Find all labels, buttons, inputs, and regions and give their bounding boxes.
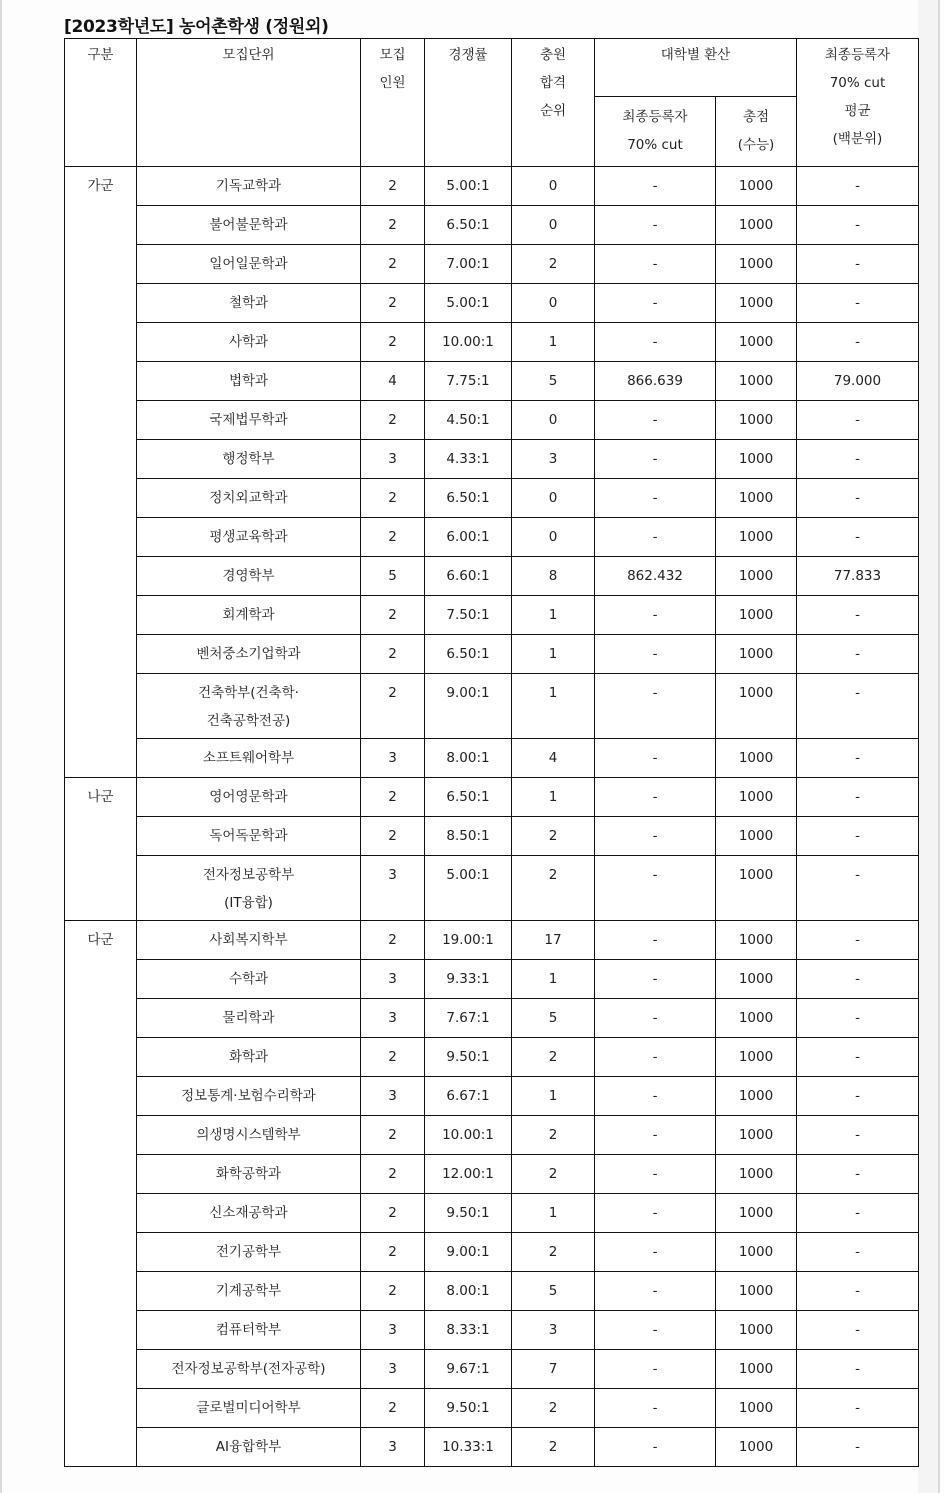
- quota-cell: 2: [361, 674, 425, 739]
- table-body: [65, 167, 919, 1467]
- table-row: [65, 674, 919, 739]
- header-group: 구분: [65, 39, 137, 167]
- rank-cell: 2: [512, 1233, 595, 1272]
- final-cut-cell: -: [595, 440, 716, 479]
- competition-cell: 9.67:1: [425, 1350, 512, 1389]
- quota-cell: 4: [361, 362, 425, 401]
- table-row: [65, 1428, 919, 1467]
- table-row: [65, 778, 919, 817]
- final-cut-cell: -: [595, 479, 716, 518]
- percentile-cell: -: [797, 284, 919, 323]
- competition-cell: 8.50:1: [425, 817, 512, 856]
- percentile-cell: -: [797, 856, 919, 921]
- rank-cell: 4: [512, 739, 595, 778]
- quota-cell: 3: [361, 739, 425, 778]
- unit-name: 화학과: [137, 1038, 361, 1077]
- final-cut-cell: -: [595, 1233, 716, 1272]
- percentile-cell: -: [797, 440, 919, 479]
- rank-cell: 3: [512, 440, 595, 479]
- header-rank: 충원 합격 순위: [512, 39, 595, 167]
- unit-name: 평생교육학과: [137, 518, 361, 557]
- table-row: [65, 1038, 919, 1077]
- table-row: [65, 1350, 919, 1389]
- rank-cell: 5: [512, 999, 595, 1038]
- final-cut-cell: -: [595, 1311, 716, 1350]
- header-competition: 경쟁률: [425, 39, 512, 167]
- rank-cell: 1: [512, 596, 595, 635]
- table-row: [65, 1272, 919, 1311]
- rank-cell: 0: [512, 401, 595, 440]
- table-row: [65, 739, 919, 778]
- total-score-cell: 1000: [716, 778, 797, 817]
- final-cut-cell: -: [595, 635, 716, 674]
- unit-name: 소프트웨어학부: [137, 739, 361, 778]
- quota-cell: 3: [361, 440, 425, 479]
- table-row: [65, 440, 919, 479]
- rank-cell: 2: [512, 1116, 595, 1155]
- total-score-cell: 1000: [716, 674, 797, 739]
- table-row: [65, 479, 919, 518]
- unit-name: 정치외교학과: [137, 479, 361, 518]
- total-score-cell: 1000: [716, 596, 797, 635]
- table-row: [65, 596, 919, 635]
- competition-cell: 6.50:1: [425, 206, 512, 245]
- total-score-cell: 1000: [716, 557, 797, 596]
- competition-cell: 7.67:1: [425, 999, 512, 1038]
- unit-name: 일어일문학과: [137, 245, 361, 284]
- percentile-cell: -: [797, 778, 919, 817]
- table-row: [65, 362, 919, 401]
- final-cut-cell: -: [595, 284, 716, 323]
- table-row: [65, 856, 919, 921]
- total-score-cell: 1000: [716, 921, 797, 960]
- quota-cell: 2: [361, 323, 425, 362]
- competition-cell: 4.50:1: [425, 401, 512, 440]
- percentile-cell: -: [797, 921, 919, 960]
- percentile-cell: 77.833: [797, 557, 919, 596]
- final-cut-cell: -: [595, 1038, 716, 1077]
- rank-cell: 5: [512, 1272, 595, 1311]
- competition-cell: 9.33:1: [425, 960, 512, 999]
- table-row: [65, 817, 919, 856]
- rank-cell: 7: [512, 1350, 595, 1389]
- table-row: [65, 323, 919, 362]
- unit-name: 벤처중소기업학과: [137, 635, 361, 674]
- total-score-cell: 1000: [716, 245, 797, 284]
- unit-name: 회계학과: [137, 596, 361, 635]
- table-row: [65, 245, 919, 284]
- competition-cell: 9.00:1: [425, 1233, 512, 1272]
- final-cut-cell: -: [595, 778, 716, 817]
- final-cut-cell: -: [595, 1116, 716, 1155]
- competition-cell: 7.50:1: [425, 596, 512, 635]
- table-row: [65, 401, 919, 440]
- quota-cell: 3: [361, 1077, 425, 1116]
- rank-cell: 1: [512, 635, 595, 674]
- quota-cell: 2: [361, 1038, 425, 1077]
- page-right-border: [938, 0, 940, 1493]
- rank-cell: 17: [512, 921, 595, 960]
- percentile-cell: -: [797, 960, 919, 999]
- quota-cell: 2: [361, 817, 425, 856]
- rank-cell: 2: [512, 856, 595, 921]
- final-cut-cell: -: [595, 674, 716, 739]
- total-score-cell: 1000: [716, 1428, 797, 1467]
- final-cut-cell: -: [595, 739, 716, 778]
- rank-cell: 3: [512, 1311, 595, 1350]
- quota-cell: 3: [361, 856, 425, 921]
- quota-cell: 2: [361, 245, 425, 284]
- unit-name: 독어독문학과: [137, 817, 361, 856]
- total-score-cell: 1000: [716, 284, 797, 323]
- quota-cell: 2: [361, 635, 425, 674]
- percentile-cell: -: [797, 518, 919, 557]
- final-cut-cell: 866.639: [595, 362, 716, 401]
- quota-cell: 2: [361, 1116, 425, 1155]
- total-score-cell: 1000: [716, 635, 797, 674]
- competition-cell: 10.33:1: [425, 1428, 512, 1467]
- page-left-border: [0, 0, 2, 1493]
- table-row: [65, 167, 919, 206]
- page-right-gutter: [918, 0, 938, 1493]
- competition-cell: 5.00:1: [425, 284, 512, 323]
- unit-name: AI융합학부: [137, 1428, 361, 1467]
- competition-cell: 19.00:1: [425, 921, 512, 960]
- quota-cell: 3: [361, 1311, 425, 1350]
- total-score-cell: 1000: [716, 1389, 797, 1428]
- final-cut-cell: -: [595, 518, 716, 557]
- quota-cell: 2: [361, 1155, 425, 1194]
- competition-cell: 7.75:1: [425, 362, 512, 401]
- percentile-cell: -: [797, 167, 919, 206]
- table-row: [65, 960, 919, 999]
- total-score-cell: 1000: [716, 1116, 797, 1155]
- rank-cell: 2: [512, 1389, 595, 1428]
- total-score-cell: 1000: [716, 479, 797, 518]
- rank-cell: 1: [512, 323, 595, 362]
- competition-cell: 6.67:1: [425, 1077, 512, 1116]
- table-row: [65, 1389, 919, 1428]
- percentile-cell: -: [797, 1272, 919, 1311]
- percentile-cell: -: [797, 817, 919, 856]
- percentile-cell: -: [797, 999, 919, 1038]
- total-score-cell: 1000: [716, 167, 797, 206]
- quota-cell: 2: [361, 479, 425, 518]
- quota-cell: 3: [361, 1350, 425, 1389]
- quota-cell: 2: [361, 167, 425, 206]
- total-score-cell: 1000: [716, 518, 797, 557]
- unit-name: 정보통계·보험수리학과: [137, 1077, 361, 1116]
- table-header: [65, 39, 919, 167]
- percentile-cell: -: [797, 1077, 919, 1116]
- unit-name: 컴퓨터학부: [137, 1311, 361, 1350]
- quota-cell: 2: [361, 1272, 425, 1311]
- table-row: [65, 921, 919, 960]
- percentile-cell: -: [797, 1233, 919, 1272]
- rank-cell: 1: [512, 1194, 595, 1233]
- quota-cell: 3: [361, 960, 425, 999]
- total-score-cell: 1000: [716, 999, 797, 1038]
- final-cut-cell: -: [595, 1077, 716, 1116]
- total-score-cell: 1000: [716, 323, 797, 362]
- competition-cell: 9.50:1: [425, 1194, 512, 1233]
- total-score-cell: 1000: [716, 1038, 797, 1077]
- competition-cell: 8.00:1: [425, 1272, 512, 1311]
- rank-cell: 1: [512, 1077, 595, 1116]
- rank-cell: 0: [512, 206, 595, 245]
- rank-cell: 1: [512, 778, 595, 817]
- final-cut-cell: -: [595, 245, 716, 284]
- unit-name: 전기공학부: [137, 1233, 361, 1272]
- total-score-cell: 1000: [716, 1155, 797, 1194]
- percentile-cell: -: [797, 1350, 919, 1389]
- unit-name: 전자정보공학부 (IT융합): [137, 856, 361, 921]
- percentile-cell: 79.000: [797, 362, 919, 401]
- unit-name: 국제법무학과: [137, 401, 361, 440]
- quota-cell: 3: [361, 1428, 425, 1467]
- competition-cell: 6.50:1: [425, 635, 512, 674]
- final-cut-cell: -: [595, 1428, 716, 1467]
- table-row: [65, 1155, 919, 1194]
- final-cut-cell: -: [595, 1272, 716, 1311]
- quota-cell: 2: [361, 921, 425, 960]
- percentile-cell: -: [797, 1311, 919, 1350]
- quota-cell: 2: [361, 778, 425, 817]
- total-score-cell: 1000: [716, 1194, 797, 1233]
- table-row: [65, 1233, 919, 1272]
- percentile-cell: -: [797, 739, 919, 778]
- competition-cell: 7.00:1: [425, 245, 512, 284]
- rank-cell: 0: [512, 518, 595, 557]
- competition-cell: 9.00:1: [425, 674, 512, 739]
- table-row: [65, 518, 919, 557]
- final-cut-cell: -: [595, 960, 716, 999]
- unit-name: 철학과: [137, 284, 361, 323]
- header-unit: 모집단위: [137, 39, 361, 167]
- table-row: [65, 1311, 919, 1350]
- competition-cell: 12.00:1: [425, 1155, 512, 1194]
- competition-cell: 10.00:1: [425, 1116, 512, 1155]
- unit-name: 신소재공학과: [137, 1194, 361, 1233]
- unit-name: 영어영문학과: [137, 778, 361, 817]
- table-row: [65, 557, 919, 596]
- total-score-cell: 1000: [716, 1311, 797, 1350]
- quota-cell: 2: [361, 284, 425, 323]
- competition-cell: 5.00:1: [425, 856, 512, 921]
- percentile-cell: -: [797, 674, 919, 739]
- admission-results-table: [64, 38, 919, 1467]
- final-cut-cell: -: [595, 596, 716, 635]
- total-score-cell: 1000: [716, 440, 797, 479]
- percentile-cell: -: [797, 206, 919, 245]
- unit-name: 화학공학과: [137, 1155, 361, 1194]
- total-score-cell: 1000: [716, 401, 797, 440]
- competition-cell: 4.33:1: [425, 440, 512, 479]
- percentile-cell: -: [797, 1389, 919, 1428]
- table-row: [65, 1194, 919, 1233]
- competition-cell: 9.50:1: [425, 1038, 512, 1077]
- percentile-cell: -: [797, 401, 919, 440]
- final-cut-cell: -: [595, 1389, 716, 1428]
- group-label: 나군: [65, 778, 137, 921]
- total-score-cell: 1000: [716, 1272, 797, 1311]
- unit-name: 글로벌미디어학부: [137, 1389, 361, 1428]
- header-univ-conversion: 대학별 환산: [595, 39, 797, 97]
- table-row: [65, 206, 919, 245]
- final-cut-cell: -: [595, 921, 716, 960]
- rank-cell: 8: [512, 557, 595, 596]
- total-score-cell: 1000: [716, 206, 797, 245]
- quota-cell: 2: [361, 401, 425, 440]
- unit-name: 사회복지학부: [137, 921, 361, 960]
- total-score-cell: 1000: [716, 739, 797, 778]
- final-cut-cell: -: [595, 856, 716, 921]
- competition-cell: 6.60:1: [425, 557, 512, 596]
- quota-cell: 2: [361, 518, 425, 557]
- competition-cell: 6.50:1: [425, 479, 512, 518]
- total-score-cell: 1000: [716, 362, 797, 401]
- quota-cell: 2: [361, 1194, 425, 1233]
- rank-cell: 2: [512, 817, 595, 856]
- quota-cell: 2: [361, 1233, 425, 1272]
- quota-cell: 3: [361, 999, 425, 1038]
- header-percentile-avg: 최종등록자 70% cut 평균 (백분위): [797, 39, 919, 167]
- competition-cell: 5.00:1: [425, 167, 512, 206]
- final-cut-cell: -: [595, 1194, 716, 1233]
- rank-cell: 2: [512, 1155, 595, 1194]
- unit-name: 건축학부(건축학· 건축공학전공): [137, 674, 361, 739]
- header-total-score: 총점 (수능): [716, 97, 797, 167]
- competition-cell: 6.50:1: [425, 778, 512, 817]
- total-score-cell: 1000: [716, 1077, 797, 1116]
- final-cut-cell: 862.432: [595, 557, 716, 596]
- final-cut-cell: -: [595, 323, 716, 362]
- percentile-cell: -: [797, 245, 919, 284]
- rank-cell: 2: [512, 1038, 595, 1077]
- percentile-cell: -: [797, 479, 919, 518]
- rank-cell: 2: [512, 245, 595, 284]
- competition-cell: 9.50:1: [425, 1389, 512, 1428]
- unit-name: 기계공학부: [137, 1272, 361, 1311]
- unit-name: 법학과: [137, 362, 361, 401]
- unit-name: 불어불문학과: [137, 206, 361, 245]
- competition-cell: 8.00:1: [425, 739, 512, 778]
- unit-name: 의생명시스템학부: [137, 1116, 361, 1155]
- final-cut-cell: -: [595, 401, 716, 440]
- header-quota: 모집 인원: [361, 39, 425, 167]
- percentile-cell: -: [797, 1194, 919, 1233]
- header-final-cut: 최종등록자 70% cut: [595, 97, 716, 167]
- rank-cell: 2: [512, 1428, 595, 1467]
- table-row: [65, 999, 919, 1038]
- rank-cell: 0: [512, 479, 595, 518]
- percentile-cell: -: [797, 1038, 919, 1077]
- unit-name: 행정학부: [137, 440, 361, 479]
- table-row: [65, 1077, 919, 1116]
- rank-cell: 0: [512, 284, 595, 323]
- percentile-cell: -: [797, 1155, 919, 1194]
- percentile-cell: -: [797, 1116, 919, 1155]
- final-cut-cell: -: [595, 999, 716, 1038]
- quota-cell: 2: [361, 596, 425, 635]
- rank-cell: 0: [512, 167, 595, 206]
- unit-name: 사학과: [137, 323, 361, 362]
- unit-name: 경영학부: [137, 557, 361, 596]
- rank-cell: 1: [512, 674, 595, 739]
- group-label: 가군: [65, 167, 137, 778]
- total-score-cell: 1000: [716, 1350, 797, 1389]
- unit-name: 수학과: [137, 960, 361, 999]
- final-cut-cell: -: [595, 1350, 716, 1389]
- total-score-cell: 1000: [716, 1233, 797, 1272]
- quota-cell: 2: [361, 1389, 425, 1428]
- percentile-cell: -: [797, 596, 919, 635]
- total-score-cell: 1000: [716, 856, 797, 921]
- quota-cell: 5: [361, 557, 425, 596]
- final-cut-cell: -: [595, 817, 716, 856]
- total-score-cell: 1000: [716, 817, 797, 856]
- final-cut-cell: -: [595, 167, 716, 206]
- table-row: [65, 284, 919, 323]
- rank-cell: 5: [512, 362, 595, 401]
- quota-cell: 2: [361, 206, 425, 245]
- percentile-cell: -: [797, 1428, 919, 1467]
- table-row: [65, 635, 919, 674]
- percentile-cell: -: [797, 635, 919, 674]
- group-label: 다군: [65, 921, 137, 1467]
- unit-name: 기독교학과: [137, 167, 361, 206]
- competition-cell: 10.00:1: [425, 323, 512, 362]
- table-row: [65, 1116, 919, 1155]
- page-title: [2023학년도] 농어촌학생 (정원외): [64, 17, 329, 37]
- unit-name: 물리학과: [137, 999, 361, 1038]
- unit-name: 전자정보공학부(전자공학): [137, 1350, 361, 1389]
- final-cut-cell: -: [595, 206, 716, 245]
- competition-cell: 6.00:1: [425, 518, 512, 557]
- competition-cell: 8.33:1: [425, 1311, 512, 1350]
- total-score-cell: 1000: [716, 960, 797, 999]
- rank-cell: 1: [512, 960, 595, 999]
- final-cut-cell: -: [595, 1155, 716, 1194]
- percentile-cell: -: [797, 323, 919, 362]
